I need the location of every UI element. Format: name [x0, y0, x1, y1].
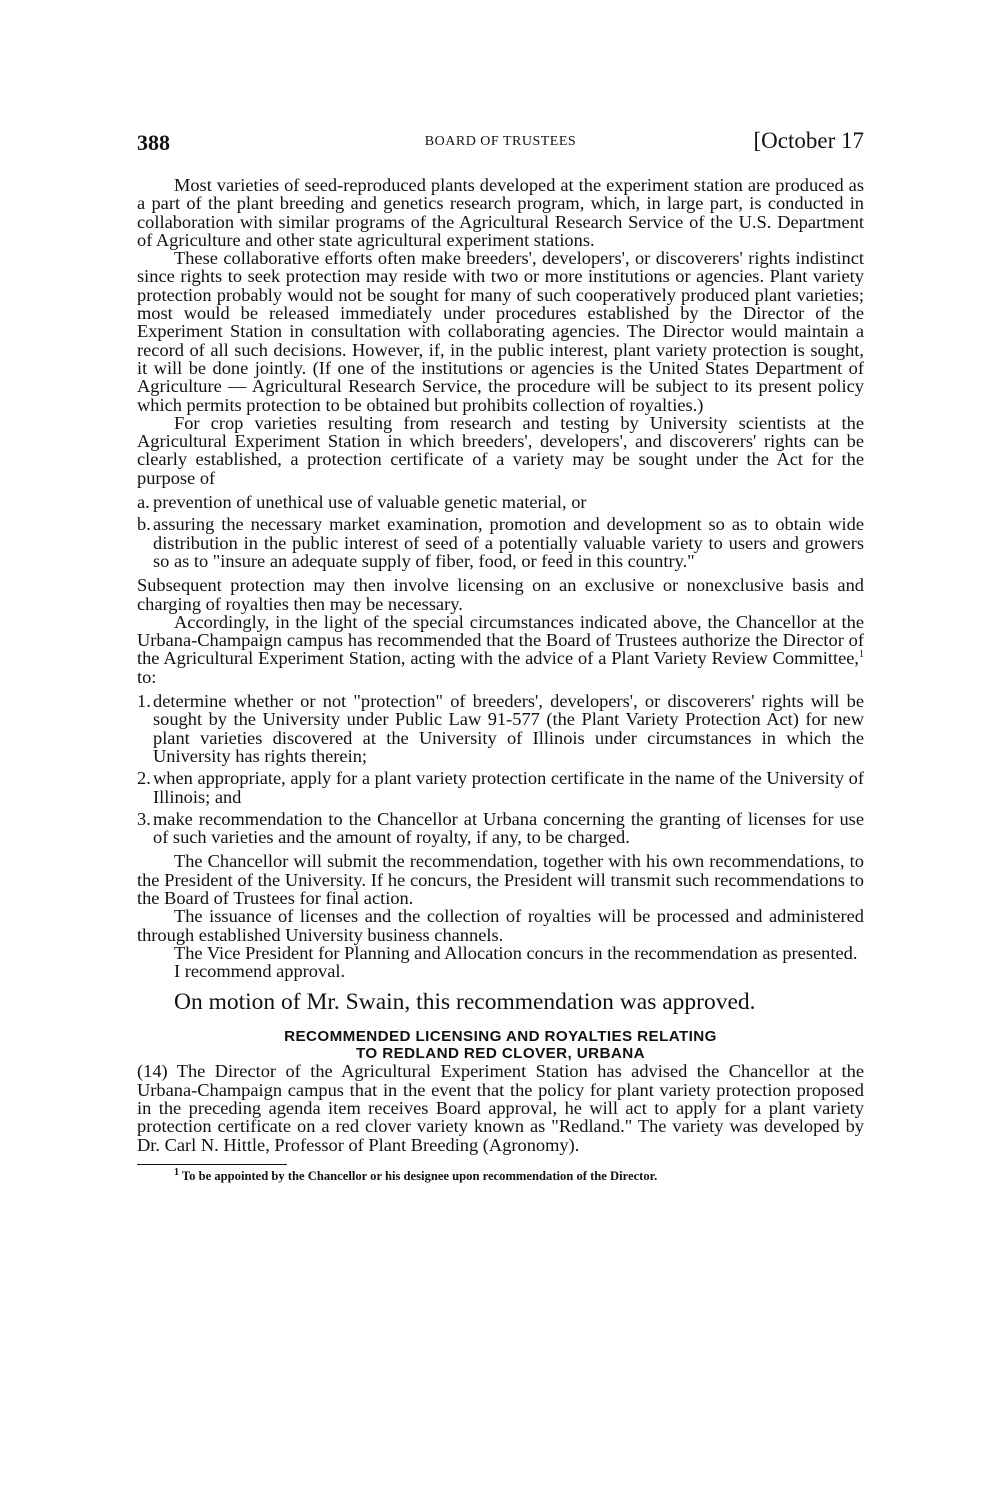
- footnote-marker: 1: [174, 1166, 179, 1178]
- list-marker: b.: [137, 514, 151, 535]
- document-page: [137, 120, 864, 1184]
- paragraph: (14) The Director of the Agricultural Experiment Station has advised the Chancellor at the Urbana-Champaign campus that in the event that the policy for plant variety protection proposed in the preceding agenda item receives Board approval, he will act to apply for a plant variety protection certificate on a red clover variety known as "Redland." The variety was developed by Dr. Carl N. Hittle, Professor of Plant Breeding (Agronomy).: [137, 1061, 864, 1155]
- paragraph: I recommend approval.: [174, 961, 346, 982]
- paragraph-text: Accordingly, in the light of the special circumstances indicated above, the Chancellor at the Urbana-Champaign campus has recommended that the Board of Trustees authorize the Director of the Agricultural Experiment Station, acting with the advice of a Plant Variety Review Committee,: [137, 611, 864, 669]
- list-item: [137, 769, 864, 806]
- paragraph: Most varieties of seed-reproduced plants developed at the experiment station are produced as a part of the plant breeding and genetics research program, which, in large part, is conducted in collaboration with similar programs of the Agricultural Research Service of the U.S. Department of Agriculture and other state agricultural experiment stations.: [137, 175, 864, 250]
- footnote-reference: 1: [859, 649, 864, 661]
- list-marker: 2.: [137, 768, 151, 789]
- paragraph: The issuance of licenses and the collection of royalties will be processed and administered through established University business channels.: [137, 906, 864, 945]
- header-date: [October 17: [753, 128, 864, 153]
- list-marker: 3.: [137, 808, 151, 829]
- motion-statement: On motion of Mr. Swain, this recommendation was approved.: [174, 989, 756, 1016]
- list-item-text: assuring the necessary market examination, promotion and development so as to obtain wide distribution in the public interest of seed of a potentially valuable variety to users and growers so as to "insure an adequate supply of fiber, food, or feed in this country.": [153, 514, 864, 571]
- list-item: [137, 515, 864, 570]
- footnote-divider: [137, 1164, 287, 1165]
- paragraph: Subsequent protection may then involve licensing on an exclusive or nonexclusive basis and charging of royalties then may be necessary.: [137, 575, 864, 614]
- list-item-text: determine whether or not "protection" of breeders', developers', or discoverers' rights will be sought by the University under Public Law 91-577 (the Plant Variety Protection Act) for new plant varieties discovered at the University of Illinois under circumstances in which the University has rights therein;: [153, 691, 864, 766]
- list-marker: 1.: [137, 691, 151, 712]
- footnote: [137, 1166, 864, 1184]
- section-heading-line: TO REDLAND RED CLOVER, URBANA: [356, 1045, 645, 1063]
- list-item: [137, 493, 864, 511]
- section-heading-line: RECOMMENDED LICENSING AND ROYALTIES RELATING: [284, 1028, 717, 1046]
- paragraph-text-end: to:: [137, 666, 157, 687]
- list-marker: a.: [137, 492, 150, 513]
- paragraph: These collaborative efforts often make breeders', developers', or discoverers' rights indistinct since rights to seek protection may reside with two or more institutions or agencies. Plant variety protection probably would not be sought for many of such cooperatively produced plant varieties; most would be released immediately under procedures established by the Director of the Experiment Station in consultation with collaborating agencies. The Director would maintain a record of all such decisions. However, if, in the public interest, plant variety protection is sought, it will be done jointly. (If one of the institutions or agencies is the United States Department of Agriculture — Agricultural Research Service, the procedure will be subject to its present policy which permits protection to be obtained but prohibits collection of royalties.): [137, 248, 864, 415]
- body-text: [137, 176, 864, 1184]
- paragraph: [137, 613, 864, 686]
- page-header: [137, 120, 864, 160]
- paragraph: The Vice President for Planning and Allocation concurs in the recommendation as presented.: [174, 942, 858, 963]
- list-item: [137, 692, 864, 765]
- list-item-text: prevention of unethical use of valuable genetic material, or: [153, 492, 587, 513]
- page-number: 388: [137, 130, 170, 155]
- paragraph: For crop varieties resulting from research and testing by University scientists at the Agricultural Experiment Station in which breeders', developers', and discoverers' rights can be clearly established, a protection certificate of a variety may be sought under the Act for the purpose of: [137, 412, 864, 488]
- section-heading: [137, 1028, 864, 1062]
- list-item: [137, 810, 864, 847]
- paragraph: The Chancellor will submit the recommendation, together with his own recommendations, to the President of the University. If he concurs, the President will transmit such recommendations to the Board of Trustees for final action.: [137, 851, 864, 908]
- footnote-text: To be appointed by the Chancellor or his designee upon recommendation of the Director.: [181, 1168, 658, 1183]
- list-item-text: when appropriate, apply for a plant variety protection certificate in the name of the University of Illinois; and: [153, 768, 864, 807]
- list-item-text: make recommendation to the Chancellor at Urbana concerning the granting of licenses for use of such varieties and the amount of royalty, if any, to be charged.: [153, 808, 864, 848]
- running-title: BOARD OF TRUSTEES: [424, 134, 577, 149]
- purpose-list: [137, 493, 864, 570]
- action-list: [137, 692, 864, 846]
